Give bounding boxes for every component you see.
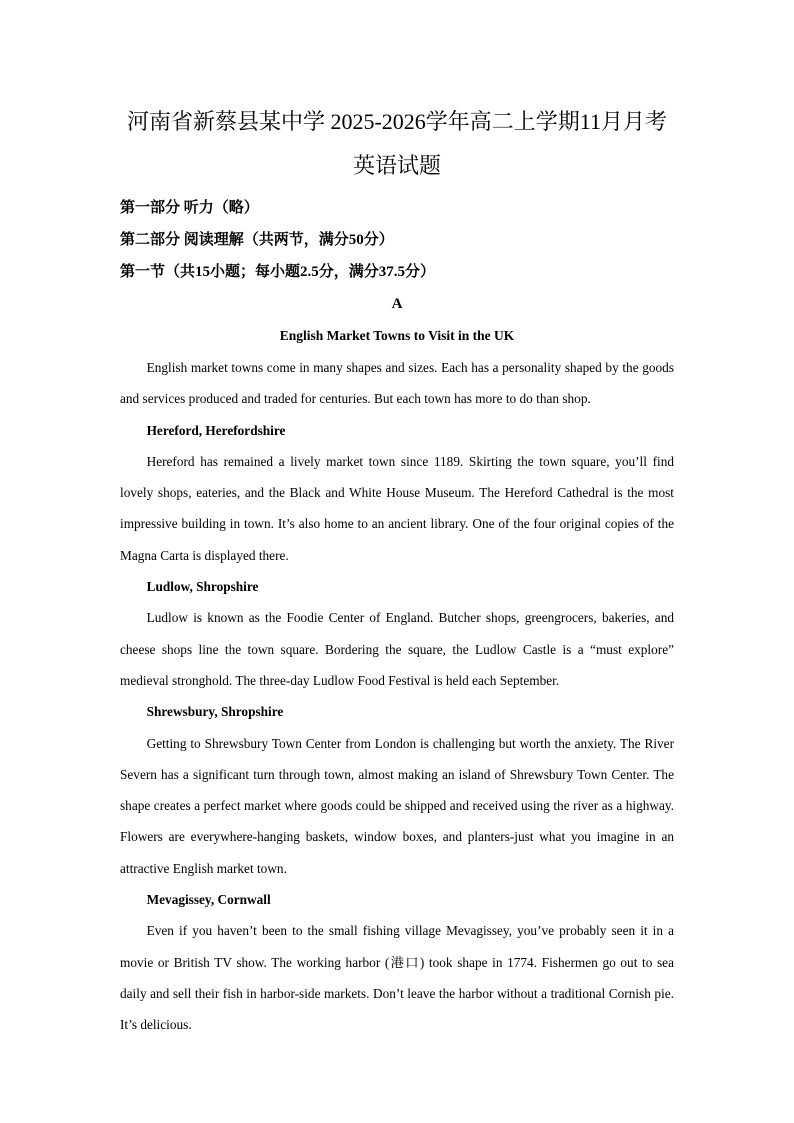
- town-heading-ludlow: Ludlow, Shropshire: [146, 579, 259, 595]
- town-paragraph-ludlow: Ludlow is known as the Foodie Center of England. Butcher shops, greengrocers, bakeries, and cheese shops line the town square. Bordering the square, the Ludlow Castle is a “must explore” medieval stronghold. The three-day Ludlow Food Festival is held each September.: [120, 610, 674, 688]
- exam-title-line-1: 河南省新蔡县某中学 2025-2026学年高二上学期11月月考: [126, 109, 667, 134]
- exam-title-line-2: 英语试题: [352, 153, 441, 178]
- passage-title: English Market Towns to Visit in the UK: [279, 328, 515, 343]
- part1-heading: 第一部分 听力（略）: [120, 200, 259, 216]
- part2-heading: 第二部分 阅读理解（共两节，满分50分）: [120, 232, 394, 248]
- town-heading-hereford: Hereford, Herefordshire: [146, 422, 286, 438]
- town-heading-shrewsbury: Shrewsbury, Shropshire: [146, 704, 284, 720]
- exam-title: [120, 100, 674, 188]
- passage-letter: A: [391, 296, 403, 312]
- section1-heading: 第一节（共15小题；每小题2.5分，满分37.5分）: [120, 264, 436, 280]
- town-heading-mevagissey: Mevagissey, Cornwall: [146, 892, 271, 908]
- town-paragraph-mevagissey: Even if you haven’t been to the small fishing village Mevagissey, you’ve probably seen it in a movie or British TV show. The working harbor (港口) took shape in 1774. Fishermen go out to sea daily and sell their fish in harbor-side markets. Don’t leave the harbor without a traditional Cornish pie. It’s delicious.: [120, 923, 674, 1033]
- intro-paragraph: English market towns come in many shapes and sizes. Each has a personality shaped by the goods and services produced and traded for centuries. But each town has more to do than shop.: [120, 360, 674, 407]
- town-paragraph-hereford: Hereford has remained a lively market town since 1189. Skirting the town square, you’ll find lovely shops, eateries, and the Black and White House Museum. The Hereford Cathedral is the most impressive building in town. It’s also home to an ancient library. One of the four original copies of the Magna Carta is displayed there.: [120, 453, 674, 563]
- town-paragraph-shrewsbury: Getting to Shrewsbury Town Center from London is challenging but worth the anxiety. The River Severn has a significant turn through town, almost making an island of Shrewsbury Town Center. The shape creates a perfect market where goods could be shipped and received using the river as a highway. Flowers are everywhere-hanging baskets, window boxes, and planters-just what you imagine in an attractive English market town.: [120, 735, 674, 876]
